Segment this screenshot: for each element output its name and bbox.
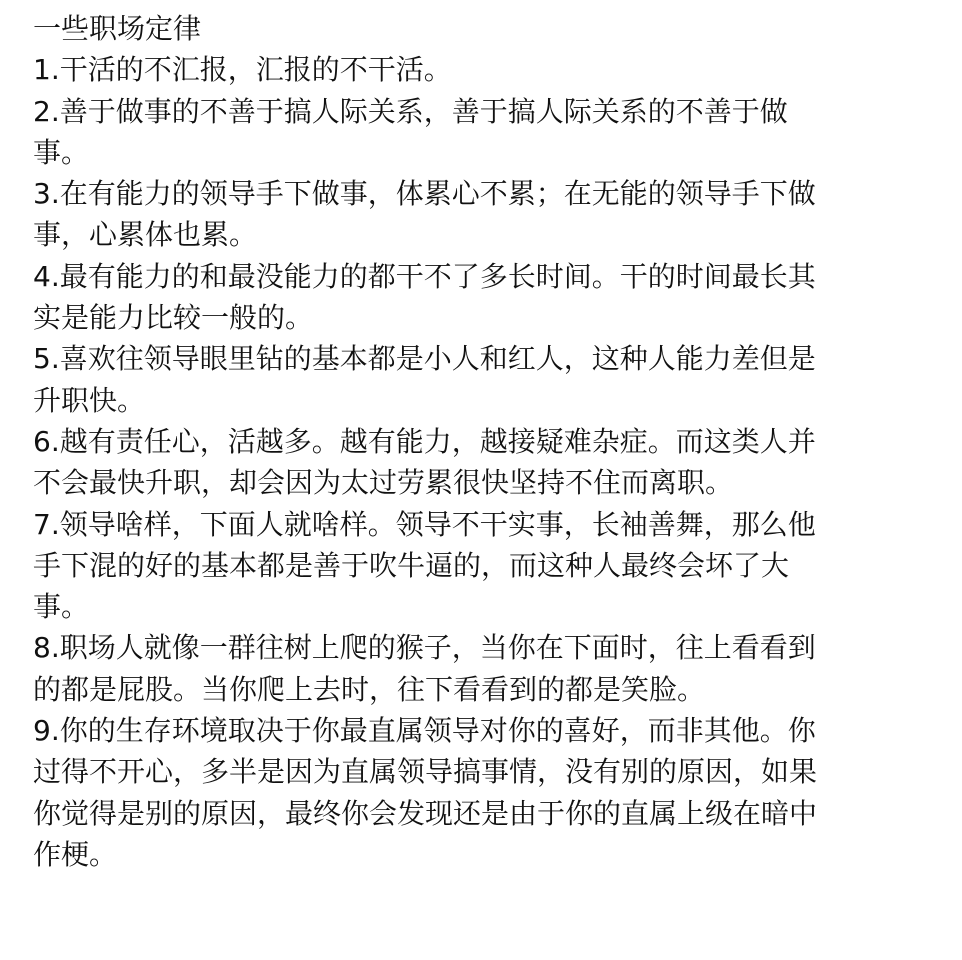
text-line: 3.在有能力的领导手下做事，体累心不累；在无能的领导手下做 xyxy=(33,177,816,211)
text-line: 作梗。 xyxy=(33,837,118,871)
text-line: 8.职场人就像一群往树上爬的猴子，当你在下面时，往上看看到 xyxy=(33,631,816,665)
text-line: 9.你的生存环境取决于你最直属领导对你的喜好，而非其他。你 xyxy=(33,714,816,748)
text-line: 1.干活的不汇报，汇报的不干活。 xyxy=(33,53,452,87)
text-line: 不会最快升职，却会因为太过劳累很快坚持不住而离职。 xyxy=(33,466,734,500)
text-line: 手下混的好的基本都是善于吹牛逼的，而这种人最终会坏了大 xyxy=(33,548,790,582)
text-line: 7.领导啥样，下面人就啥样。领导不干实事，长袖善舞，那么他 xyxy=(33,507,816,541)
text-line: 5.喜欢往领导眼里钻的基本都是小人和红人，这种人能力差但是 xyxy=(33,342,816,376)
text-line: 实是能力比较一般的。 xyxy=(33,301,314,335)
text-line: 6.越有责任心，活越多。越有能力，越接疑难杂症。而这类人并 xyxy=(33,424,816,458)
text-line: 2.善于做事的不善于搞人际关系，善于搞人际关系的不善于做 xyxy=(33,94,788,128)
text-line: 的都是屁股。当你爬上去时，往下看看到的都是笑脸。 xyxy=(33,672,706,706)
text-line: 你觉得是别的原因，最终你会发现还是由于你的直属上级在暗中 xyxy=(33,796,818,830)
text-line: 事。 xyxy=(33,135,90,169)
text-line: 4.最有能力的和最没能力的都干不了多长时间。干的时间最长其 xyxy=(33,259,816,293)
text-line: 过得不开心，多半是因为直属领导搞事情，没有别的原因，如果 xyxy=(33,755,818,789)
document-body xyxy=(33,8,933,875)
text-line: 事，心累体也累。 xyxy=(33,218,258,252)
text-line: 升职快。 xyxy=(33,383,146,417)
text-line: 事。 xyxy=(33,590,90,624)
document-title: 一些职场定律 xyxy=(33,12,202,45)
